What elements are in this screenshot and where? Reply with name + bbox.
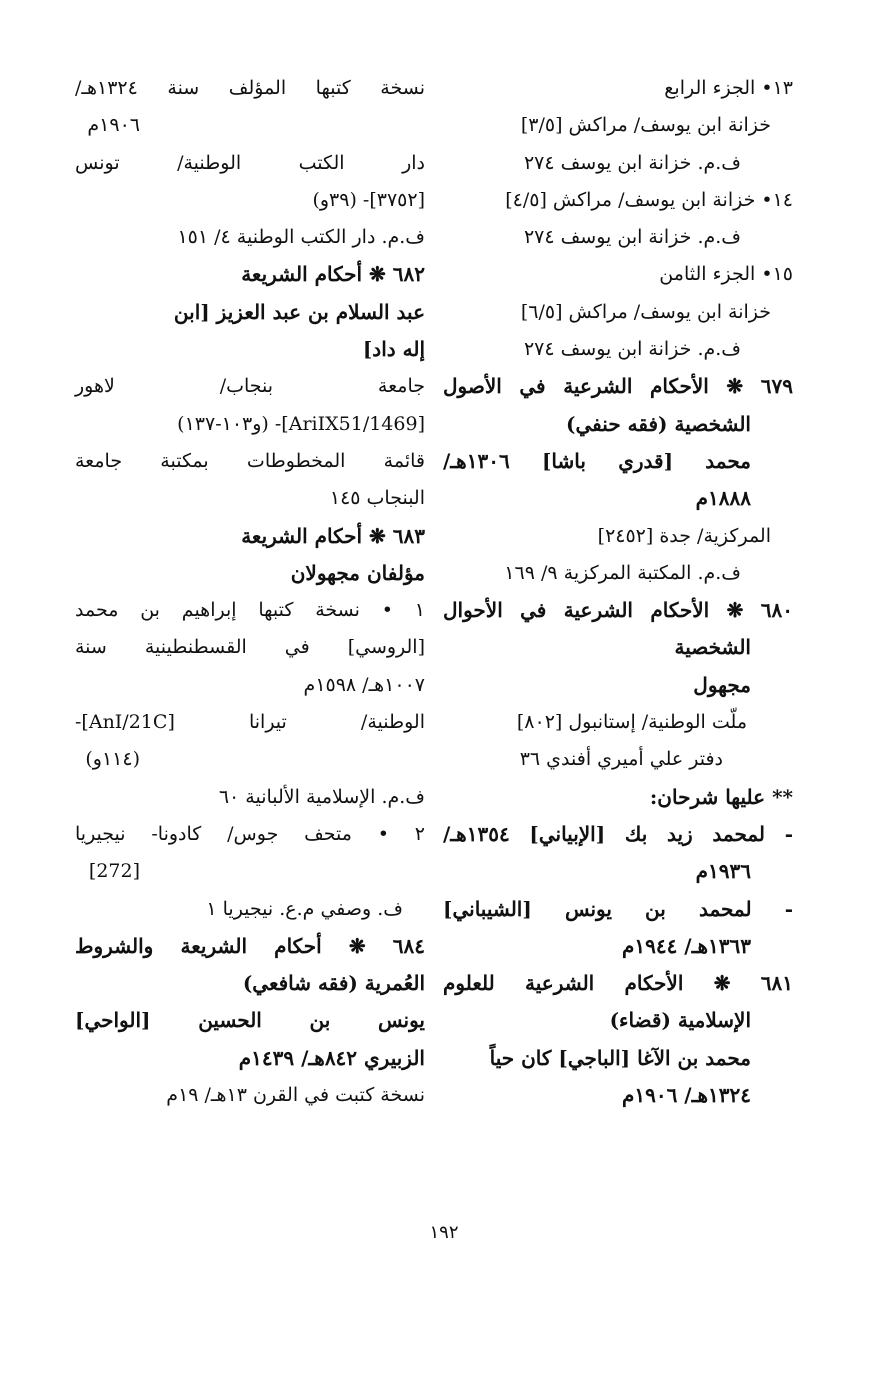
entry-text-line: دار الكتب الوطنية/ تونس	[75, 151, 425, 174]
entry-heading-line: ١٨٨٨م	[695, 486, 751, 511]
left-column	[75, 70, 425, 1114]
entry-heading-line: مجهول	[693, 672, 751, 697]
entry-text-line: ف.م. خزانة ابن يوسف ٢٧٤	[523, 338, 741, 361]
entry-heading-line: ١٣٦٣هـ/ ١٩٤٤م	[621, 933, 751, 958]
entry-text-line: قائمة المخطوطات بمكتبة جامعة	[75, 449, 425, 472]
entry-heading-line: العُمرية (فقه شافعي)	[242, 971, 425, 996]
entry-text-line: جامعة بنجاب/ لاهور	[75, 375, 425, 398]
entry-text-line: [الروسي] في القسطنطينية سنة	[75, 636, 425, 659]
entry-text-line: ف.م. الإسلامية الألبانية ٦٠	[218, 785, 425, 808]
entry-heading-line: ٦٧٩ ❋ الأحكام الشرعية في الأصول	[443, 374, 793, 399]
entry-heading-line: الزبيري ٨٤٢هـ/ ١٤٣٩م	[238, 1045, 425, 1070]
entry-text-line: ١٣• الجزء الرابع	[664, 77, 793, 99]
entry-text-line: [1469/AriIX51]- (و١٠٣-١٣٧)	[177, 412, 425, 435]
entry-text-line: البنجاب ١٤٥	[329, 487, 425, 510]
entry-text-line: ١ • نسخة كتبها إبراهيم بن محمد	[75, 599, 425, 622]
entry-heading-line: ** عليها شرحان:	[649, 784, 793, 809]
entry-heading-line: ٦٨٣ ❋ أحكام الشريعة	[241, 523, 425, 548]
entry-text-line: ١٤• خزانة ابن يوسف/ مراكش [٤/٥]	[505, 188, 793, 211]
page-number: ١٩٢	[429, 1222, 459, 1243]
entry-text-line: خزانة ابن يوسف/ مراكش [٦/٥]	[520, 300, 771, 323]
entry-text-line: ملّت الوطنية/ إستانبول [٨٠٢]	[516, 711, 747, 734]
entry-heading-line: ٦٨١ ❋ الأحكام الشرعية للعلوم	[443, 971, 793, 996]
entry-text-line: [272]	[88, 860, 140, 883]
entry-heading-line: مؤلفان مجهولان	[290, 560, 425, 585]
entry-heading-line: - لمحمد بن يونس [الشيباني]	[443, 896, 793, 921]
entry-heading-line: الشخصية (فقه حنفي)	[566, 411, 751, 436]
right-column	[443, 70, 793, 1114]
entry-heading-line: محمد [قدري باشا] ١٣٠٦هـ/	[443, 448, 751, 473]
entry-text-line: نسخة كتبت في القرن ١٣هـ/ ١٩م	[166, 1084, 425, 1107]
entry-text-line: المركزية/ جدة [٢٤٥٢]	[597, 524, 771, 547]
entry-heading-line: يونس بن الحسين [الواحي]	[75, 1008, 425, 1033]
entry-text-line: ١٩٠٦م	[87, 114, 140, 137]
entry-text-line: ١٥• الجزء الثامن	[659, 263, 793, 286]
entry-text-line: ف.م. خزانة ابن يوسف ٢٧٤	[523, 226, 741, 249]
entry-heading-line: ١٩٣٦م	[695, 859, 751, 884]
entry-text-line: ٢ • متحف جوس/ كادونا- نيجيريا	[75, 822, 425, 845]
entry-text-line: خزانة ابن يوسف/ مراكش [٣/٥]	[520, 114, 771, 137]
entry-heading-line: محمد بن الآغا [الباجي] كان حياً	[489, 1045, 751, 1070]
entry-heading-line: ٦٨٤ ❋ أحكام الشريعة والشروط	[75, 933, 425, 958]
entry-heading-line: الإسلامية (قضاء)	[609, 1008, 751, 1033]
entry-heading-line: الشخصية	[674, 635, 751, 660]
entry-heading-line: - لمحمد زيد بك [الإبياني] ١٣٥٤هـ/	[443, 821, 793, 846]
entry-text-line: دفتر علي أميري أفندي ٣٦	[519, 748, 723, 771]
entry-heading-line: إله داد]	[362, 337, 425, 362]
entry-heading-line: عبد السلام بن عبد العزيز [ابن	[173, 299, 425, 324]
entry-text-line: الوطنية/ تيرانا [AnI/21C]-	[75, 711, 425, 734]
entry-text-line: ١٠٠٧هـ/ ١٥٩٨م	[303, 673, 425, 696]
entry-text-line: ف.م. المكتبة المركزية ٩/ ١٦٩	[504, 561, 741, 584]
entry-heading-line: ١٣٢٤هـ/ ١٩٠٦م	[621, 1083, 751, 1108]
entry-heading-line: ٦٨٠ ❋ الأحكام الشرعية في الأحوال	[443, 598, 793, 623]
entry-text-line: نسخة كتبها المؤلف سنة ١٣٢٤هـ/	[75, 77, 425, 99]
entry-text-line: ف.م. خزانة ابن يوسف ٢٧٤	[523, 151, 741, 174]
entry-text-line: (١١٤و)	[85, 748, 140, 771]
entry-heading-line: ٦٨٢ ❋ أحكام الشريعة	[241, 262, 425, 287]
entry-text-line: [٣٧٥٢]- (٣٩و)	[312, 188, 425, 211]
entry-text-line: ف. وصفي م.ع. نيجيريا ١	[206, 897, 403, 920]
entry-text-line: ف.م. دار الكتب الوطنية ٤/ ١٥١	[177, 226, 425, 249]
